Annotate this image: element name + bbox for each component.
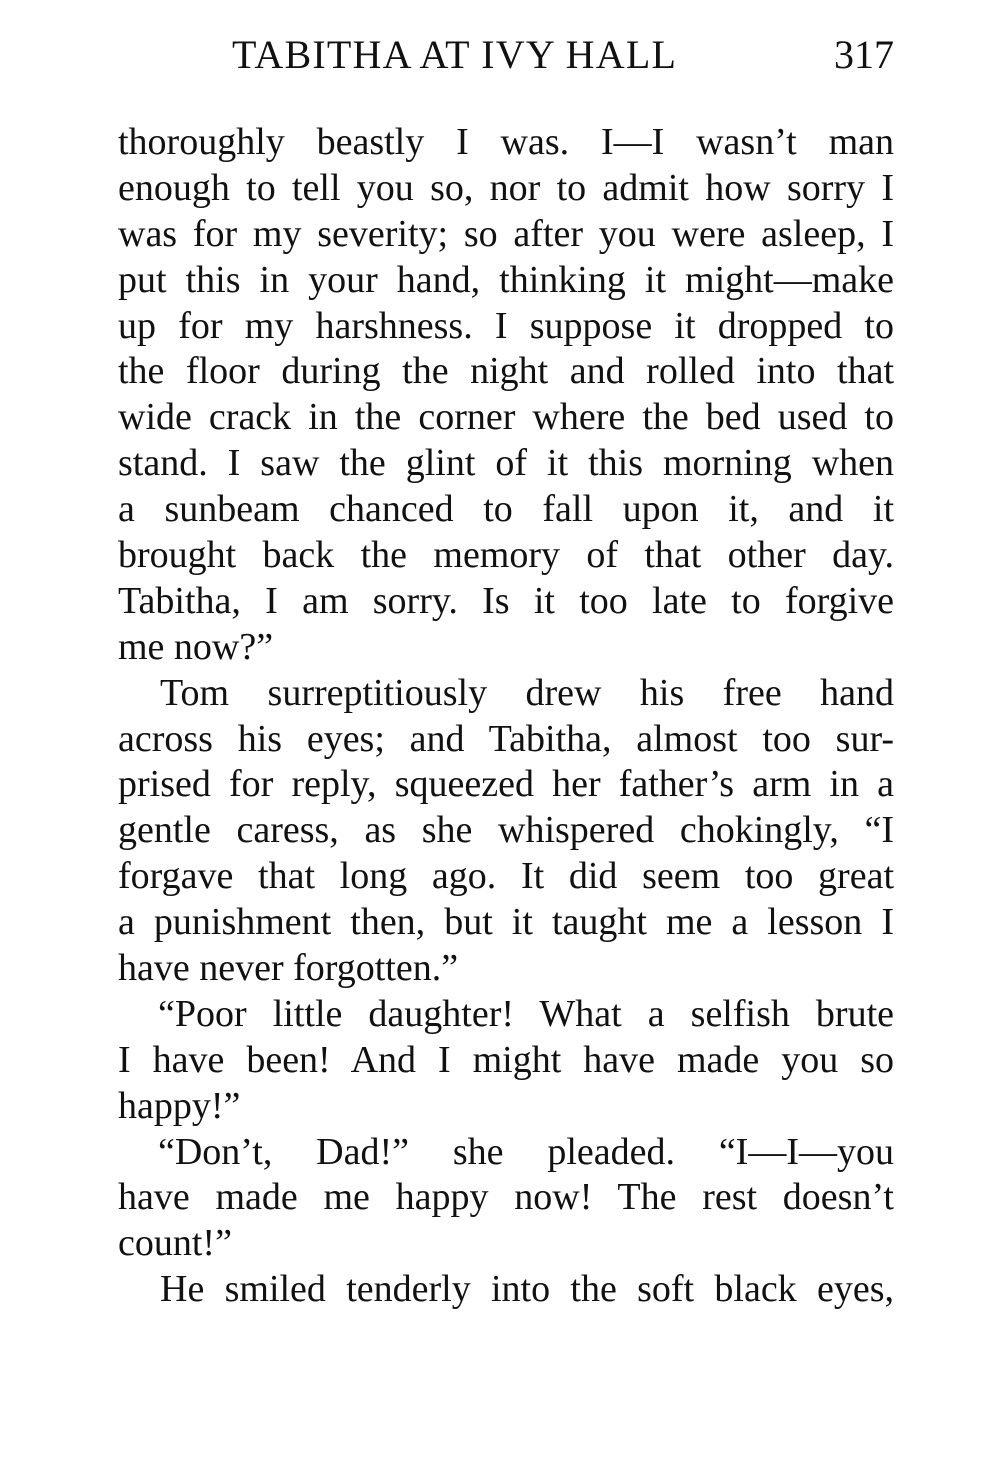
text-line: across his eyes; and Tabitha, almost too sur-	[118, 717, 894, 760]
text-line: up for my harshness. I suppose it dropped to	[118, 304, 894, 347]
text-line: a punishment then, but it taught me a lesson I	[118, 901, 894, 944]
text-line: have made me happy now! The rest doesn’t	[118, 1176, 894, 1219]
text-line: me now?”	[118, 625, 274, 668]
running-title: TABITHA AT IVY HALL	[232, 32, 678, 77]
text-line: enough to tell you so, nor to admit how sorry I	[118, 166, 894, 209]
text-line: stand. I saw the glint of it this morning when	[118, 442, 894, 485]
text-line: have never forgotten.”	[118, 947, 459, 990]
text-line: happy!”	[118, 1084, 241, 1127]
text-line: gentle caress, as she whispered chokingly, “I	[118, 809, 894, 852]
paragraph-first-line: He smiled tenderly into the soft black eyes,	[160, 1268, 894, 1311]
text-line: thoroughly beastly I was. I—I wasn’t man	[118, 121, 894, 163]
paragraph-first-line: “Poor little daughter! What a selfish brute	[158, 992, 894, 1035]
text-line: was for my severity; so after you were asleep, I	[118, 212, 894, 255]
text-line: wide crack in the corner where the bed used to	[118, 396, 894, 439]
text-line: the floor during the night and rolled into that	[118, 350, 894, 393]
paragraph-first-line: “Don’t, Dad!” she pleaded. “I—I—you	[158, 1130, 894, 1173]
text-line: prised for reply, squeezed her father’s arm in a	[118, 763, 894, 806]
text-line: Tabitha, I am sorry. Is it too late to forgive	[118, 579, 894, 622]
text-line: I have been! And I might have made you so	[118, 1038, 894, 1081]
paragraph-first-line: Tom surreptitiously drew his free hand	[160, 671, 894, 714]
text-line: put this in your hand, thinking it might—make	[118, 258, 894, 301]
text-line: brought back the memory of that other day.	[118, 534, 894, 577]
body-text	[118, 120, 894, 1313]
text-line: a sunbeam chanced to fall upon it, and it	[118, 488, 894, 531]
text-line: forgave that long ago. It did seem too great	[118, 855, 894, 898]
text-line: count!”	[118, 1222, 232, 1265]
page-number: 317	[834, 32, 894, 77]
page-header	[232, 32, 894, 78]
